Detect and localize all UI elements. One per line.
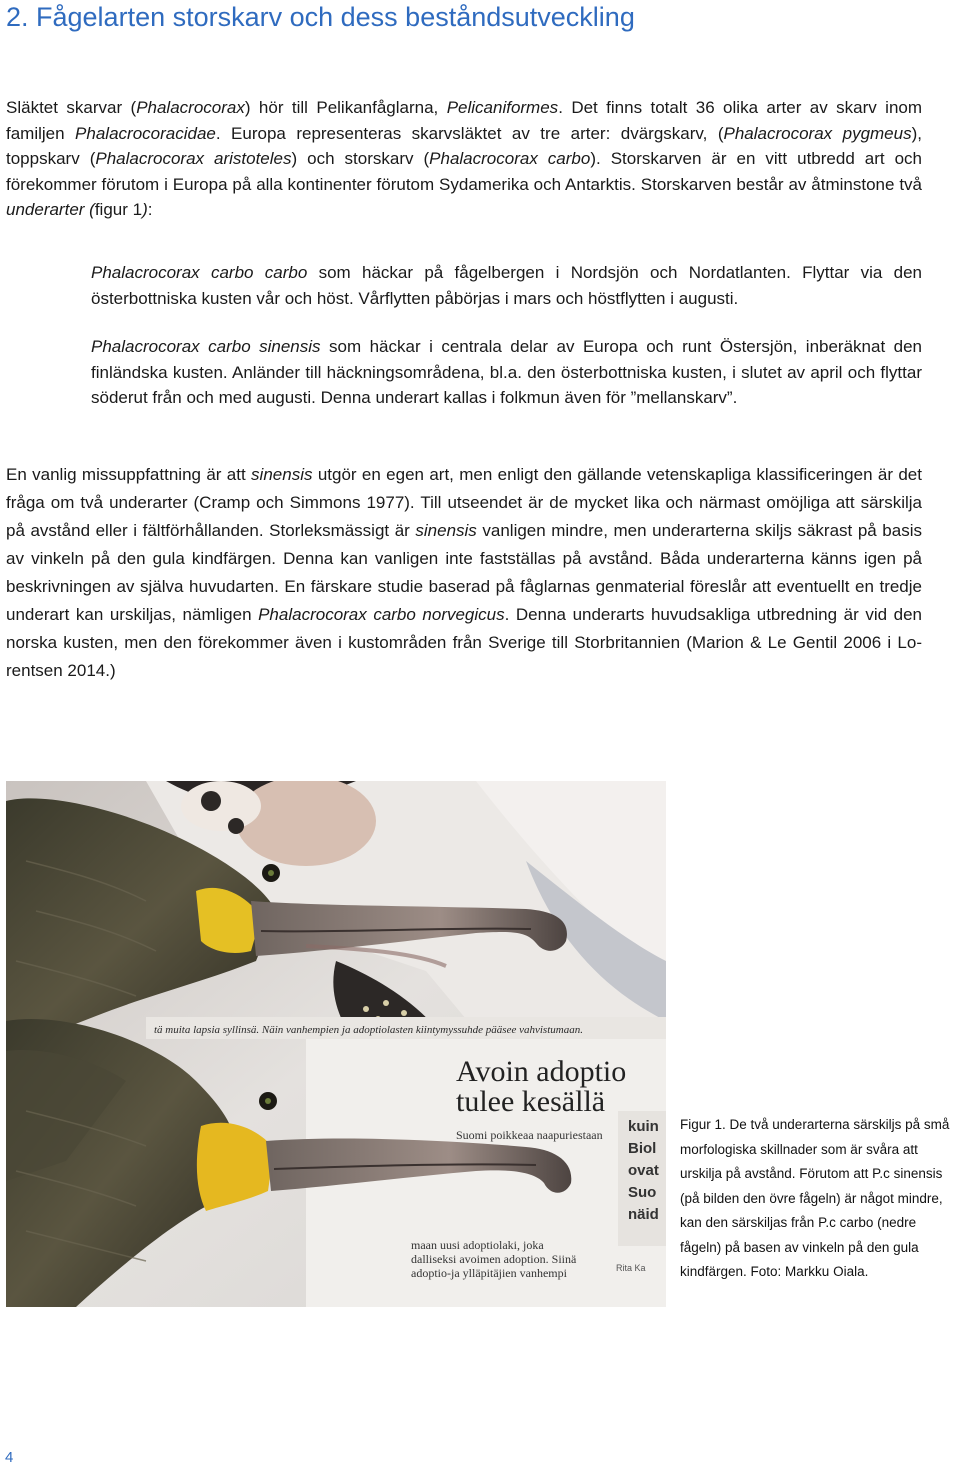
text-run: . Det finns totalt 36 olika arter av skarv inom familjen — [6, 98, 923, 143]
text-run: Släktet skarvar ( — [6, 98, 137, 117]
section-heading: 2. Fågelarten storskarv och dess beståndsutveckling — [6, 2, 635, 32]
italic-text-run: Pelicaniformes — [446, 98, 559, 117]
subspecies-sinensis-paragraph — [91, 334, 922, 411]
newspaper-body-line: Suomi poikkeaa naapuriestaan — [456, 1128, 603, 1142]
page-number: 4 — [5, 1449, 14, 1466]
italic-text-run: ) — [142, 200, 148, 219]
subspecies-carbo-paragraph — [91, 260, 922, 311]
newspaper-side-word: Suo — [628, 1184, 657, 1201]
text-run: : — [147, 200, 153, 219]
newspaper-side-word: Biol — [628, 1140, 657, 1157]
newspaper-headline-2: tulee kesällä — [456, 1085, 606, 1118]
italic-text-run: sinensis — [251, 465, 313, 484]
italic-text-run: Phalacrocorax carbo carbo — [91, 263, 308, 282]
newspaper-headline-1: Avoin adoptio — [456, 1055, 627, 1088]
newspaper-byline: Rita Ka — [616, 1263, 646, 1273]
italic-text-run: Phalacrocoracidae — [75, 123, 216, 143]
misconception-paragraph — [6, 461, 922, 685]
cormorant-photo — [6, 781, 666, 1307]
text-run: utgör en egen art, men enligt den gällande vetenskapliga klassificeringen är det fråga om två underarter (Cramp och Simmons 1977). Till utseendet är de mycket lika och närmast omöjliga att särskilja på avstånd eller i fältförhållanden. Storleksmässigt är — [6, 465, 922, 540]
text-run: vanligen mindre, men underarterna skiljs säkrast på basis av vinkeln på den gula kindfärgen. Denna kan vanligen inte fastställas på avstånd. Båda underarterna känns igen på beskrivningen av själva huvudarten. En färskare studie baserad på fåglarnas genmaterial föreslår att eventuellt en tredje underart kan urskiljas, nämligen — [6, 521, 922, 624]
text-run: som häckar i centrala delar av Europa och runt Östersjön, inberäknat den finländska kusten. Anländer till häckningsområdena, bl.a. den österbottniska kusten, i slutet av april och flyttar söderut från och med augusti. Denna underart kallas i folkmun även för ”mellanskarv”. — [91, 337, 923, 407]
italic-text-run: Phalacrocorax carbo sinensis — [91, 337, 321, 356]
italic-text-run: Phalacrocorax carbo — [429, 149, 591, 168]
newspaper-strip-text: tä muita lapsia syllinsä. Näin vanhempien ja adoptiolasten kiintymyssuhde pääsee vahvistumaan. — [154, 1024, 583, 1036]
text-run: ), toppskarv ( — [6, 123, 922, 168]
text-run: ) och storskarv ( — [291, 149, 430, 168]
text-run: figur 1 — [94, 200, 143, 219]
text-run: . Europa representeras skarvsläktet av tre arter: dvärgskarv, ( — [215, 123, 724, 143]
italic-text-run: sinensis — [415, 521, 477, 540]
newspaper-body-line: adoptio-ja ylläpitäjien vanhempi — [411, 1266, 567, 1280]
text-run: En vanlig missuppfattning är att — [6, 465, 252, 484]
italic-text-run: Phalacrocorax — [136, 98, 245, 117]
text-run: som häckar på fågelbergen i Nordsjön och Nordatlanten. Flyttar via den österbottniska kusten vår och höst. Vårflytten påbörjas i mars och höstflytten i augusti. — [91, 263, 922, 308]
intro-paragraph — [6, 95, 922, 223]
newspaper-side-word: kuin — [628, 1118, 659, 1135]
figure-caption: Figur 1. De två underarterna särskiljs på små morfologiska skillnader som är svåra att urskilja på avstånd. Förutom att P.c sinensis (på bilden den övre fågeln) är något mindre, kan den särskiljas från P.c carbo (nedre fågeln) på basen av vinkeln på den gula kindfärgen. Foto: Markku Oiala. — [680, 1117, 950, 1279]
newspaper-body-line: dalliseksi avoimen adoption. Siinä — [411, 1252, 577, 1266]
text-run: ). Storskarven är en vitt utbredd art och förekommer förutom i Europa på alla kontinenter förutom Sydamerika och Antarktis. Storskarven består av åtminstone två — [6, 149, 922, 194]
newspaper-body-line: maan uusi adoptiolaki, joka — [411, 1238, 544, 1252]
text-run: . Denna underarts huvudsakliga utbredning är vid den norska kusten, men den förekommer även i kustområden från Sverige till Storbritannien (Marion & Le Gentil 2006 i Lorentsen 2014.) — [6, 605, 922, 680]
newspaper-side-word: ovat — [628, 1162, 659, 1179]
italic-text-run: Phalacrocorax carbo norvegicus — [258, 605, 505, 624]
newspaper-side-word: näid — [628, 1206, 659, 1223]
italic-text-run: Phalacrocorax pygmeus — [723, 123, 912, 143]
italic-text-run: underarter ( — [6, 200, 95, 219]
italic-text-run: Phalacrocorax aristoteles — [95, 149, 292, 168]
text-run: ) hör till Pelikanfåglarna, — [244, 98, 447, 117]
